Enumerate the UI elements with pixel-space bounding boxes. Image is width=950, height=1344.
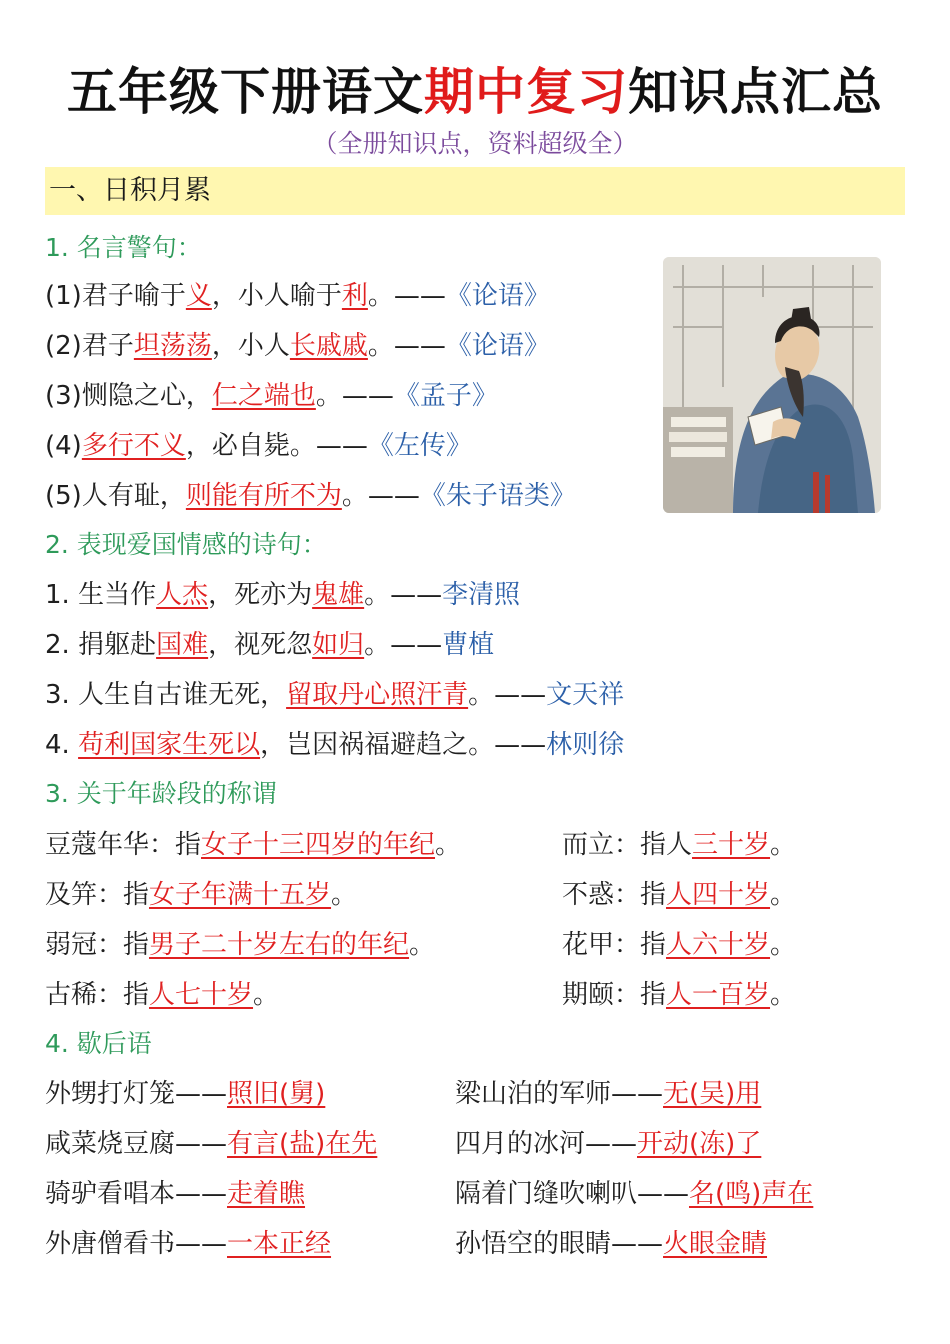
xiehouyu-item: 孙悟空的眼睛——火眼金睛 xyxy=(455,1229,768,1259)
xiehouyu-item: 隔着门缝吹喇叭——名(鸣)声在 xyxy=(455,1179,814,1209)
age-term-item: 古稀：指人七十岁。 xyxy=(45,980,280,1010)
quote-line: (4)多行不义，必自毙。——《左传》 xyxy=(45,431,472,461)
quote-line: (1)君子喻于义，小人喻于利。——《论语》 xyxy=(45,281,550,311)
poem-line: 2. 捐躯赴国难，视死忽如归。——曹植 xyxy=(45,630,495,660)
quote-line: (5)人有耻，则能有所不为。——《朱子语类》 xyxy=(45,481,576,511)
poem-line: 3. 人生自古谁无死，留取丹心照汗青。——文天祥 xyxy=(45,680,625,710)
age-term-item: 豆蔻年华：指女子十三四岁的年纪。 xyxy=(45,830,462,860)
age-term-item: 花甲：指人六十岁。 xyxy=(562,930,797,960)
page-subtitle: （全册知识点，资料超级全） xyxy=(312,129,638,158)
age-term-item: 而立：指人三十岁。 xyxy=(562,830,797,860)
poem-line: 1. 生当作人杰，死亦为鬼雄。——李清照 xyxy=(45,580,521,610)
xiehouyu-item: 外唐僧看书——一本正经 xyxy=(45,1229,332,1259)
subheading-xiehouyu: 4. 歇后语 xyxy=(45,1029,152,1058)
xiehouyu-item: 梁山泊的军师——无(吴)用 xyxy=(455,1079,762,1109)
xiehouyu-item: 咸菜烧豆腐——有言(盐)在先 xyxy=(45,1129,378,1159)
age-term-item: 弱冠：指男子二十岁左右的年纪。 xyxy=(45,930,436,960)
xiehouyu-item: 四月的冰河——开动(冻)了 xyxy=(455,1129,762,1159)
scholar-reading-illustration xyxy=(663,257,881,513)
quote-line: (3)恻隐之心，仁之端也。——《孟子》 xyxy=(45,381,498,411)
age-term-item: 及笄：指女子年满十五岁。 xyxy=(45,880,358,910)
xiehouyu-item: 外甥打灯笼——照旧(舅) xyxy=(45,1079,326,1109)
subheading-famous-quotes: 1. 名言警句： xyxy=(45,233,202,262)
age-term-item: 不惑：指人四十岁。 xyxy=(562,880,797,910)
age-term-item: 期颐：指人一百岁。 xyxy=(562,980,797,1010)
xiehouyu-item: 骑驴看唱本——走着瞧 xyxy=(45,1179,306,1209)
subheading-patriotic-poems: 2. 表现爱国情感的诗句： xyxy=(45,530,327,559)
poem-line: 4. 苟利国家生死以，岂因祸福避趋之。——林则徐 xyxy=(45,730,625,760)
quote-line: (2)君子坦荡荡，小人长戚戚。——《论语》 xyxy=(45,331,550,361)
section-heading: 一、日积月累 xyxy=(45,167,905,215)
subheading-age-terms: 3. 关于年龄段的称谓 xyxy=(45,779,277,808)
page-title: 五年级下册语文期中复习知识点汇总 xyxy=(67,63,883,121)
